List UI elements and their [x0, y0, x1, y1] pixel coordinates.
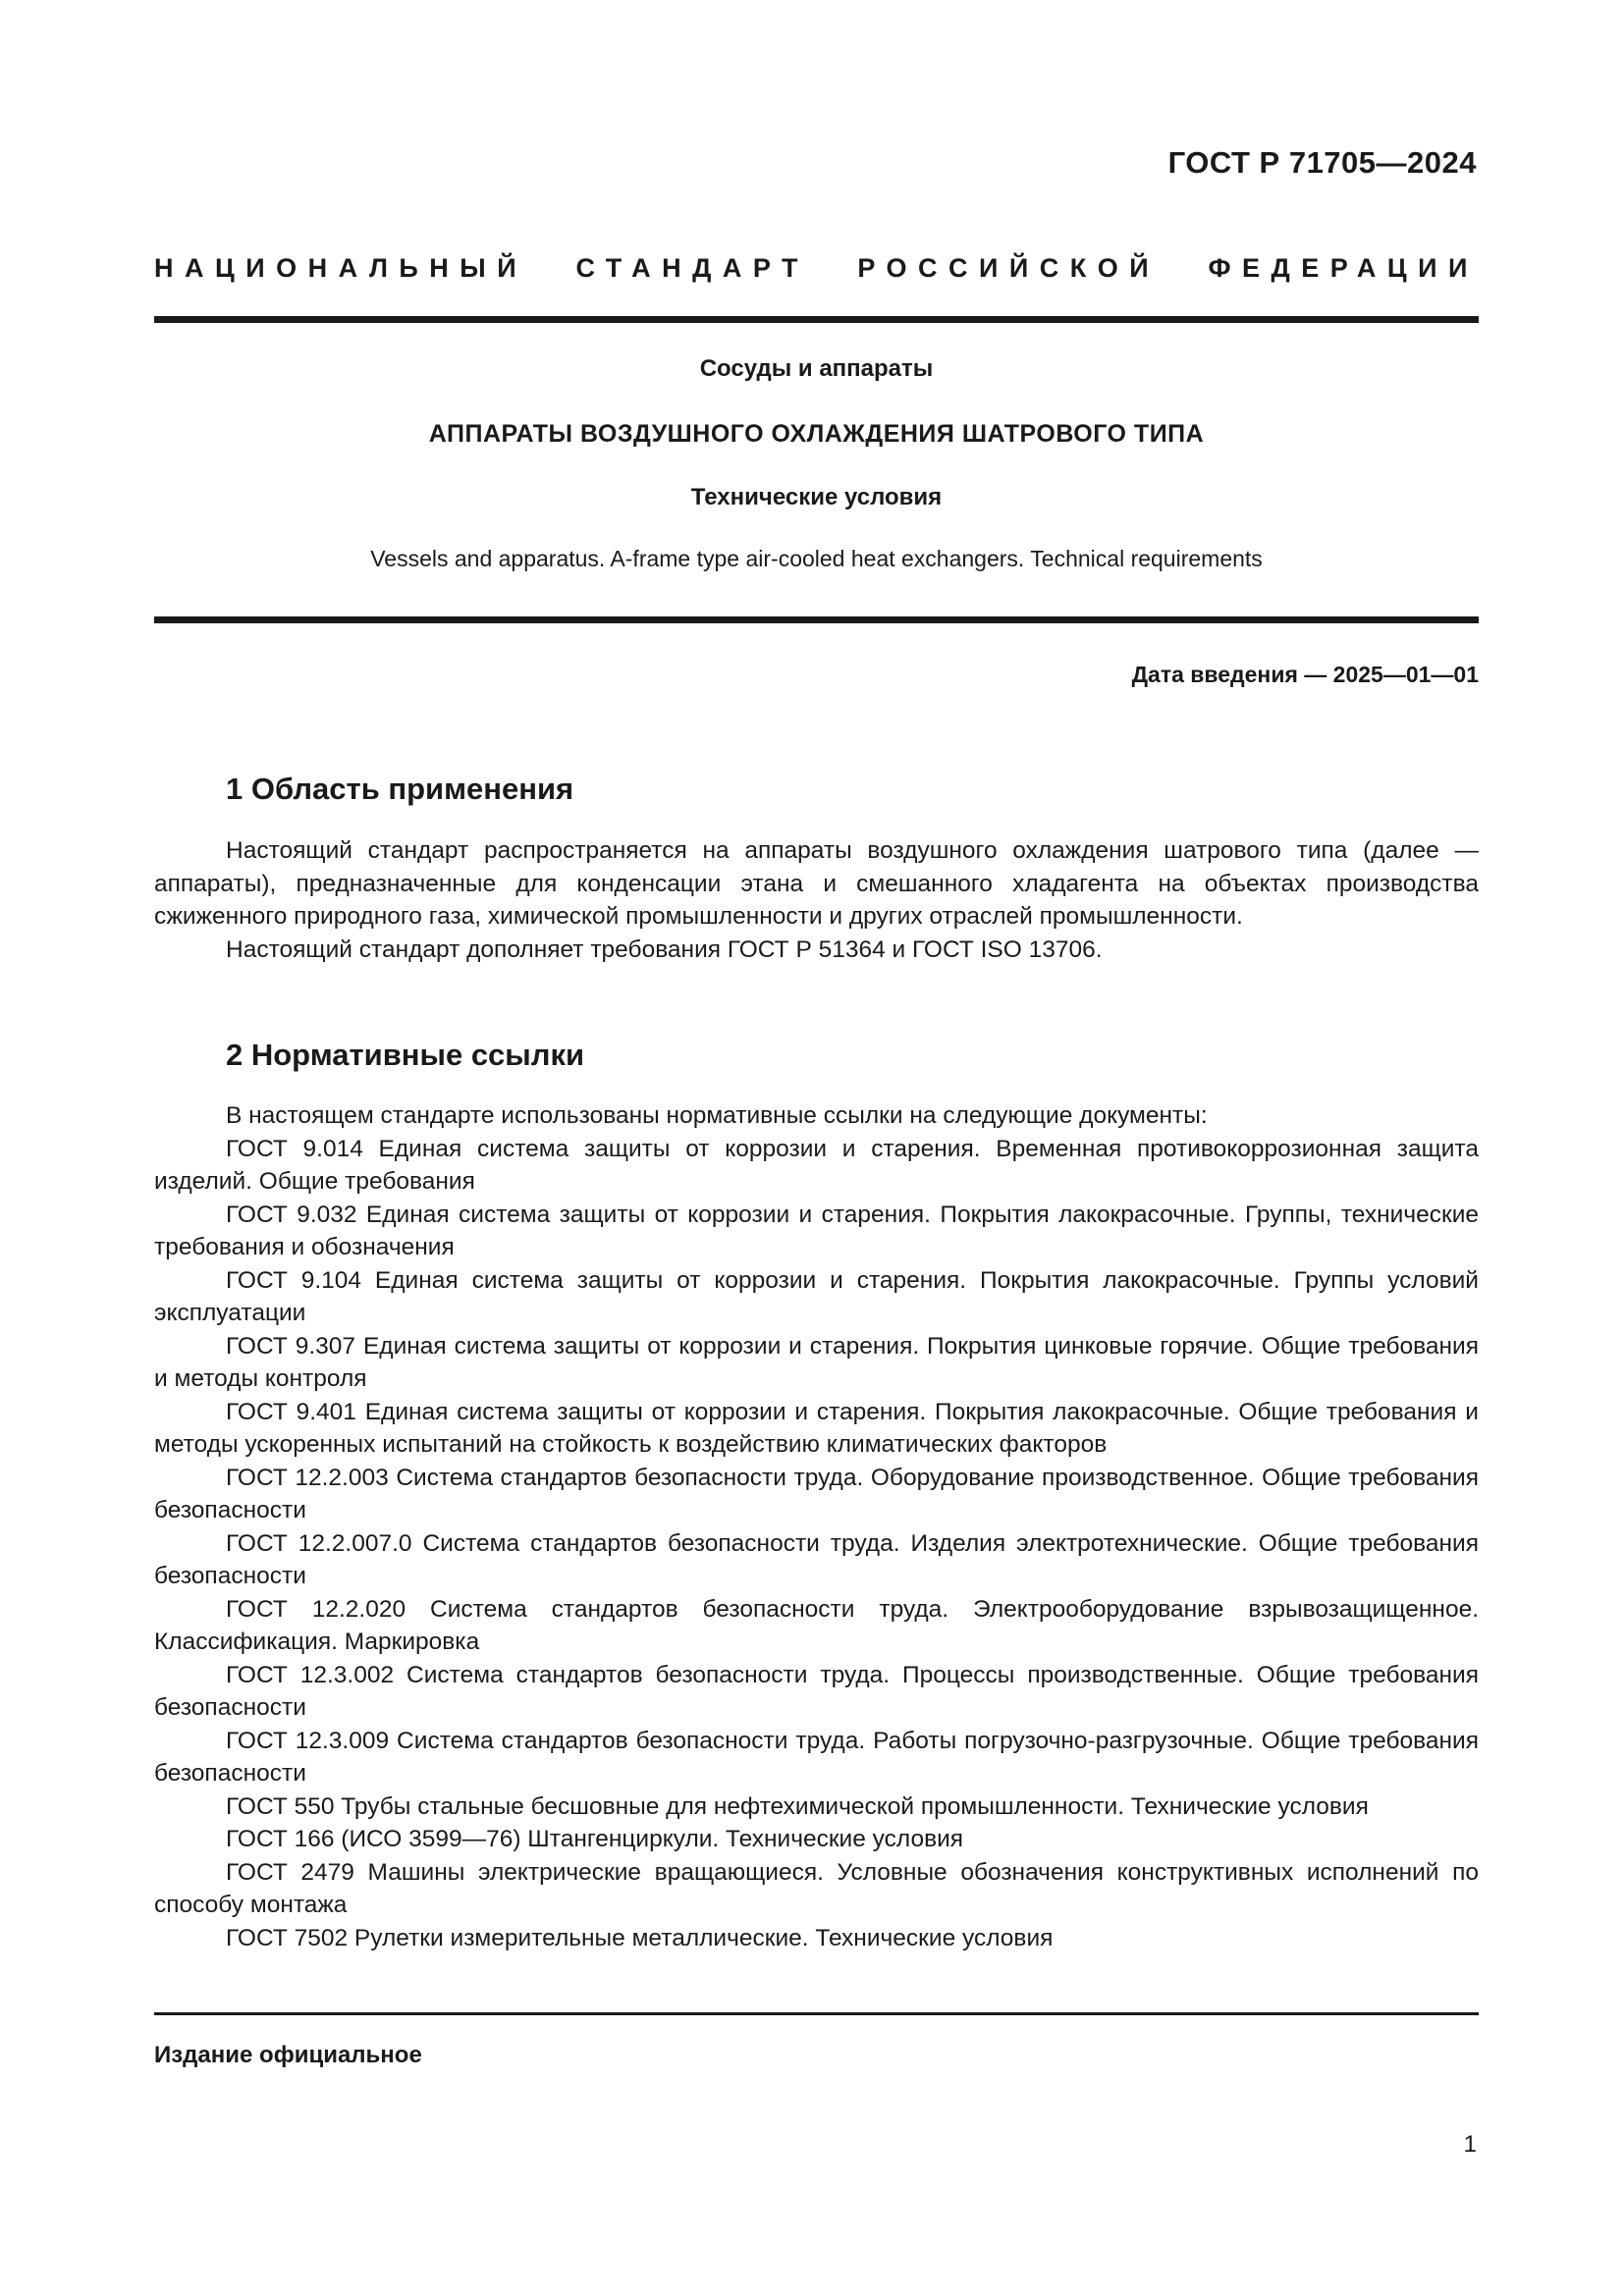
- reference-item: ГОСТ 9.032 Единая система защиты от коррозии и старения. Покрытия лакокрасочные. Группы, технические требования и обозначения: [154, 1201, 1479, 1260]
- reference-item: ГОСТ 9.307 Единая система защиты от коррозии и старения. Покрытия цинковые горячие. Общие требования и методы контроля: [154, 1332, 1479, 1392]
- introduction-date: Дата введения — 2025—01—01: [1131, 662, 1479, 687]
- reference-item: ГОСТ 9.104 Единая система защиты от коррозии и старения. Покрытия лакокрасочные. Группы условий эксплуатации: [154, 1266, 1479, 1326]
- section-1-paragraph: Настоящий стандарт дополняет требования ГОСТ Р 51364 и ГОСТ ISO 13706.: [226, 935, 1103, 963]
- reference-item: ГОСТ 12.3.009 Система стандартов безопасности труда. Работы погрузочно-разгрузочные. Общие требования безопасности: [154, 1727, 1479, 1787]
- reference-item: ГОСТ 12.2.007.0 Система стандартов безопасности труда. Изделия электротехнические. Общие требования безопасности: [154, 1529, 1479, 1589]
- group-title: Сосуды и аппараты: [699, 355, 934, 382]
- section-1-body: [154, 834, 1479, 966]
- national-title-word: ФЕДЕРАЦИИ: [1208, 253, 1479, 283]
- english-title: Vessels and apparatus. A-frame type air-cooled heat exchangers. Technical requirements: [370, 546, 1263, 571]
- national-title-word: РОССИЙСКОЙ: [857, 253, 1161, 283]
- main-title: АППАРАТЫ ВОЗДУШНОГО ОХЛАЖДЕНИЯ ШАТРОВОГО ТИПА: [428, 420, 1205, 448]
- reference-item: ГОСТ 550 Трубы стальные бесшовные для нефтехимической промышленности. Технические условия: [226, 1792, 1369, 1820]
- section-2-body: [154, 1099, 1479, 1954]
- section-2-intro: В настоящем стандарте использованы нормативные ссылки на следующие документы:: [226, 1102, 1208, 1129]
- document-code: ГОСТ Р 71705—2024: [1167, 145, 1477, 180]
- footer-divider: [154, 2012, 1479, 2015]
- title-divider: [154, 616, 1479, 623]
- national-standard-title: [154, 253, 1479, 284]
- reference-item: ГОСТ 9.401 Единая система защиты от коррозии и старения. Покрытия лакокрасочные. Общие требования и методы ускоренных испытаний на стойкость к воздействию климатических факторов: [154, 1398, 1479, 1458]
- reference-item: ГОСТ 12.2.020 Система стандартов безопасности труда. Электрооборудование взрывозащищенное. Классификация. Маркировка: [154, 1595, 1479, 1655]
- national-title-word: НАЦИОНАЛЬНЫЙ: [154, 253, 528, 283]
- reference-item: ГОСТ 12.3.002 Система стандартов безопасности труда. Процессы производственные. Общие требования безопасности: [154, 1661, 1479, 1721]
- reference-item: ГОСТ 9.014 Единая система защиты от коррозии и старения. Временная противокоррозионная защита изделий. Общие требования: [154, 1135, 1479, 1195]
- subtitle: Технические условия: [690, 484, 943, 510]
- section-2-heading: 2 Нормативные ссылки: [226, 1038, 585, 1072]
- reference-item: ГОСТ 166 (ИСО 3599—76) Штангенциркули. Технические условия: [226, 1826, 964, 1852]
- section-1-heading: 1 Область применения: [226, 772, 574, 806]
- reference-item: ГОСТ 7502 Рулетки измерительные металлические. Технические условия: [226, 1924, 1054, 1951]
- reference-item: ГОСТ 2479 Машины электрические вращающиеся. Условные обозначения конструктивных исполнений по способу монтажа: [154, 1858, 1479, 1918]
- page-number: 1: [1463, 2131, 1477, 2158]
- header-divider: [154, 316, 1479, 323]
- section-1-paragraph: Настоящий стандарт распространяется на аппараты воздушного охлаждения шатрового типа (далее — аппараты), предназначенные для конденсации этана и смешанного хладагента на объектах производства сжиженного природного газа, химической промышленности и других отраслей промышленности.: [154, 837, 1479, 930]
- national-title-word: СТАНДАРТ: [575, 253, 809, 283]
- reference-item: ГОСТ 12.2.003 Система стандартов безопасности труда. Оборудование производственное. Общие требования безопасности: [154, 1464, 1479, 1523]
- official-edition-label: Издание официальное: [154, 2042, 422, 2068]
